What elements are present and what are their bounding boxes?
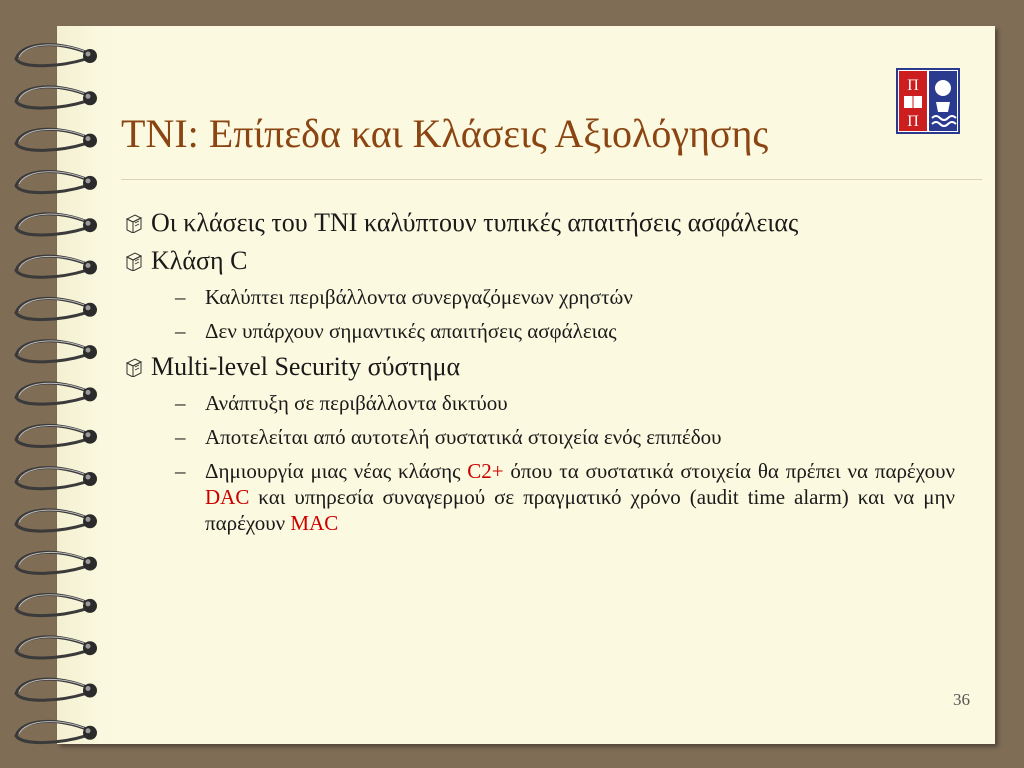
dash-marker: – bbox=[175, 285, 186, 309]
spiral-binding bbox=[0, 0, 120, 768]
bullet-item bbox=[121, 352, 955, 382]
highlight-c2plus: C2+ bbox=[467, 459, 504, 483]
binding-ring bbox=[16, 214, 97, 235]
svg-text:Π: Π bbox=[907, 113, 919, 130]
page-number: 36 bbox=[953, 690, 970, 709]
binding-ring bbox=[16, 298, 97, 319]
bullet-text: Οι κλάσεις του TNI καλύπτουν τυπικές απαιτήσεις ασφάλειας bbox=[151, 208, 799, 237]
binding-ring bbox=[16, 383, 97, 404]
slide-content bbox=[121, 208, 955, 544]
sub-item bbox=[175, 458, 955, 536]
binding-ring bbox=[16, 637, 97, 658]
university-crest-icon bbox=[896, 68, 960, 134]
bullet-item bbox=[121, 208, 955, 238]
svg-text:Π: Π bbox=[907, 77, 919, 94]
sub-item-text: Καλύπτει περιβάλλοντα συνεργαζόμενων χρηστών bbox=[205, 285, 633, 309]
page-title: TNI: Επίπεδα και Κλάσεις Αξιολόγησης bbox=[121, 111, 769, 156]
binding-ring bbox=[16, 510, 97, 531]
sub-item-text: Αποτελείται από αυτοτελή συστατικά στοιχεία ενός επιπέδου bbox=[205, 425, 722, 449]
binding-ring bbox=[16, 172, 97, 193]
book-icon bbox=[121, 352, 151, 382]
book-icon bbox=[121, 208, 151, 238]
sub-item bbox=[175, 390, 955, 416]
sub-text-part: Δημιουργία μιας νέας κλάσης bbox=[205, 459, 468, 483]
dash-marker: – bbox=[175, 425, 186, 449]
binding-ring bbox=[16, 425, 97, 446]
binding-ring bbox=[16, 256, 97, 277]
highlight-dac: DAC bbox=[205, 485, 250, 509]
sub-item bbox=[175, 284, 955, 310]
binding-ring bbox=[16, 341, 97, 362]
sub-text-part: όπου τα συστατικά στοιχεία θα πρέπει να παρέχουν bbox=[503, 459, 955, 483]
binding-ring bbox=[16, 129, 97, 150]
binding-ring bbox=[16, 552, 97, 573]
sub-text-part: και υπηρεσία συναγερμού σε πραγματικό χρόνο (audit time alarm) και να μην παρέχουν bbox=[205, 485, 955, 535]
binding-ring bbox=[16, 468, 97, 489]
bullet-text: Multi-level Security σύστημα bbox=[151, 352, 461, 381]
sub-item-text: Ανάπτυξη σε περιβάλλοντα δικτύου bbox=[205, 391, 508, 415]
sub-item-text bbox=[205, 458, 955, 536]
dash-marker: – bbox=[175, 319, 186, 343]
bullet-item bbox=[121, 246, 955, 276]
dash-marker: – bbox=[175, 459, 186, 483]
bullet-text: Κλάση C bbox=[151, 246, 248, 275]
sub-item bbox=[175, 424, 955, 450]
title-divider bbox=[121, 179, 982, 180]
highlight-mac: MAC bbox=[290, 511, 339, 535]
sub-item bbox=[175, 318, 955, 344]
binding-ring bbox=[16, 721, 97, 742]
binding-ring bbox=[16, 45, 97, 66]
binding-ring bbox=[16, 679, 97, 700]
binding-ring bbox=[16, 87, 97, 108]
sub-item-text: Δεν υπάρχουν σημαντικές απαιτήσεις ασφάλειας bbox=[205, 319, 617, 343]
book-icon bbox=[121, 246, 151, 276]
dash-marker: – bbox=[175, 391, 186, 415]
binding-ring bbox=[16, 595, 97, 616]
